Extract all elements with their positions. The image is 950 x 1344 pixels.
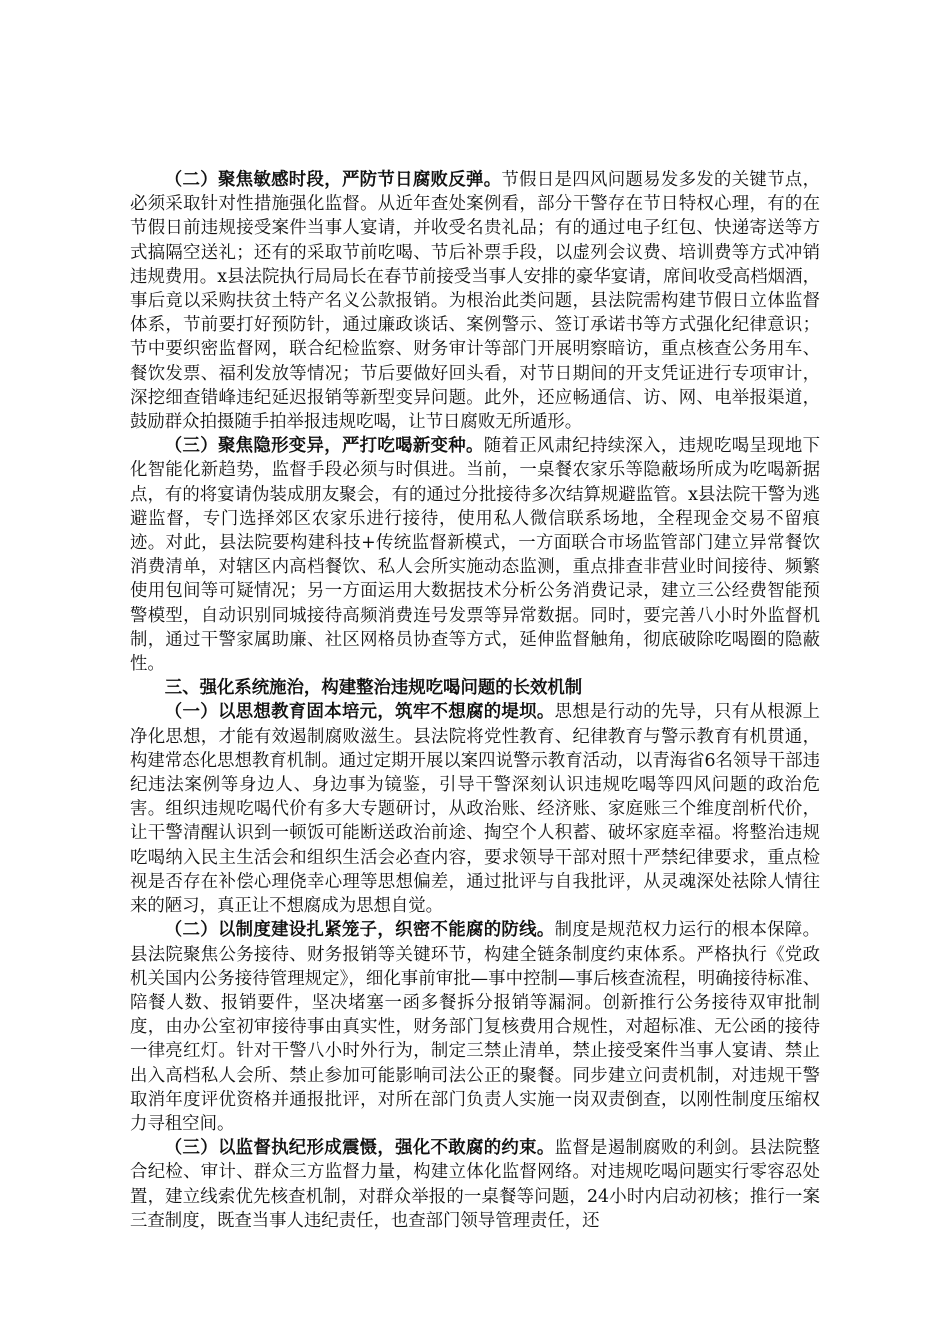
- paragraph-holiday-supervision: [130, 168, 820, 434]
- paragraph-lead: （二）以制度建设扎紧笼子，织密不能腐的防线。: [164, 920, 555, 941]
- paragraph-text: 随着正风肃纪持续深入，违规吃喝呈现地下化智能化新趋势，监督手段必须与时俱进。当前，一桌餐农家乐等隐蔽场所成为吃喝新据点，有的将宴请伪装成朋友聚会，有的通过分批接待多次结算规避监管。x县法院干警为逃避监督，专门选择郊区农家乐进行接待，使用私人微信联系场地，全程现金交易不留痕迹。对此，县法院要构建科技+传统监督新模式，一方面联合市场监管部门建立异常餐饮消费清单，对辖区内高档餐饮、私人会所实施动态监测，重点排查非营业时间接待、频繁使用包间等可疑情况；另一方面运用大数据技术分析公务消费记录，建立三公经费智能预警模型，自动识别同城接待高频消费连号发票等异常数据。同时，要完善八小时外监督机制，通过干警家属助廉、社区网格员协查等方式，延伸监督触角，彻底破除吃喝圈的隐蔽性。: [130, 436, 820, 675]
- paragraph-ideological-education: [130, 700, 820, 918]
- paragraph-text: 制度是规范权力运行的根本保障。县法院聚焦公务接待、财务报销等关键环节，构建全链条制度约束体系。严格执行《党政机关国内公务接待管理规定》，细化事前审批—事中控制—事后核查流程，明确接待标准、陪餐人数、报销要件，坚决堵塞一函多餐拆分报销等漏洞。创新推行公务接待双审批制度，由办公室初审接待事由真实性，财务部门复核费用合规性，对超标准、无公函的接待一律亮红灯。针对干警八小时外行为，制定三禁止清单，禁止接受案件当事人宴请、禁止出入高档私人会所、禁止参加可能影响司法公正的聚餐。同步建立问责机制，对违规干警取消年度评优资格并通报批评，对所在部门负责人实施一岗双责倒查，以刚性制度压缩权力寻租空间。: [130, 920, 820, 1134]
- paragraph-text: 思想是行动的先导，只有从根源上净化思想，才能有效遏制腐败滋生。县法院将党性教育、纪律教育与警示教育有机贯通，构建常态化思想教育机制。通过定期开展以案四说警示教育活动，以青海省6名领导干部违纪违法案例等身边人、身边事为镜鉴，引导干警深刻认识违规吃喝等四风问题的政治危害。组织违规吃喝代价有多大专题研讨，从政治账、经济账、家庭账三个维度剖析代价，让干警清醒认识到一顿饭可能断送政治前途、掏空个人积蓄、破坏家庭幸福。将整治违规吃喝纳入民主生活会和组织生活会必查内容，要求领导干部对照十严禁纪律要求，重点检视是否存在补偿心理侥幸心理等思想偏差，通过批评与自我批评，从灵魂深处祛除人情往来的陋习，真正让不想腐成为思想自觉。: [130, 702, 820, 917]
- section-heading: 三、强化系统施治，构建整治违规吃喝问题的长效机制: [164, 678, 583, 699]
- paragraph-lead: （一）以思想教育固本培元，筑牢不想腐的堤坝。: [164, 702, 555, 723]
- paragraph-supervision-discipline: [130, 1136, 820, 1233]
- paragraph-text: 监督是遏制腐败的利剑。县法院整合纪检、审计、群众三方监督力量，构建立体化监督网络。对违规吃喝问题实行零容忍处置，建立线索优先核查机制，对群众举报的一桌餐等问题，24小时内启动初核；推行一案三查制度，既查当事人违纪责任，也查部门领导管理责任，还: [130, 1138, 820, 1231]
- paragraph-hidden-variants: [130, 434, 820, 676]
- paragraph-lead: （三）以监督执纪形成震慑，强化不敢腐的约束。: [164, 1138, 555, 1159]
- document-body: [130, 168, 820, 1233]
- paragraph-lead: （三）聚焦隐形变异，严打吃喝新变种。: [164, 436, 484, 457]
- paragraph-lead: （二）聚焦敏感时段，严防节日腐败反弹。: [164, 170, 502, 190]
- paragraph-institution-building: [130, 918, 820, 1136]
- paragraph-text: 节假日是四风问题易发多发的关键节点，必须采取针对性措施强化监督。从近年查处案例看，部分干警存在节日特权心理，有的在节假日前违规接受案件当事人宴请，并收受名贵礼品；有的通过电子红包、快递寄送等方式搞隔空送礼；还有的采取节前吃喝、节后补票手段，以虚列会议费、培训费等方式冲销违规费用。x县法院执行局局长在春节前接受当事人安排的豪华宴请，席间收受高档烟酒，事后竟以采购扶贫土特产名义公款报销。为根治此类问题，县法院需构建节假日立体监督体系，节前要打好预防针，通过廉政谈话、案例警示、签订承诺书等方式强化纪律意识；节中要织密监督网，联合纪检监察、财务审计等部门开展明察暗访，重点核查公务用车、餐饮发票、福利发放等情况；节后要做好回头看，对节日期间的开支凭证进行专项审计，深挖细查错峰违纪延迟报销等新型变异问题。此外，还应畅通信、访、网、电举报渠道，鼓励群众拍摄随手拍举报违规吃喝，让节日腐败无所遁形。: [130, 170, 820, 433]
